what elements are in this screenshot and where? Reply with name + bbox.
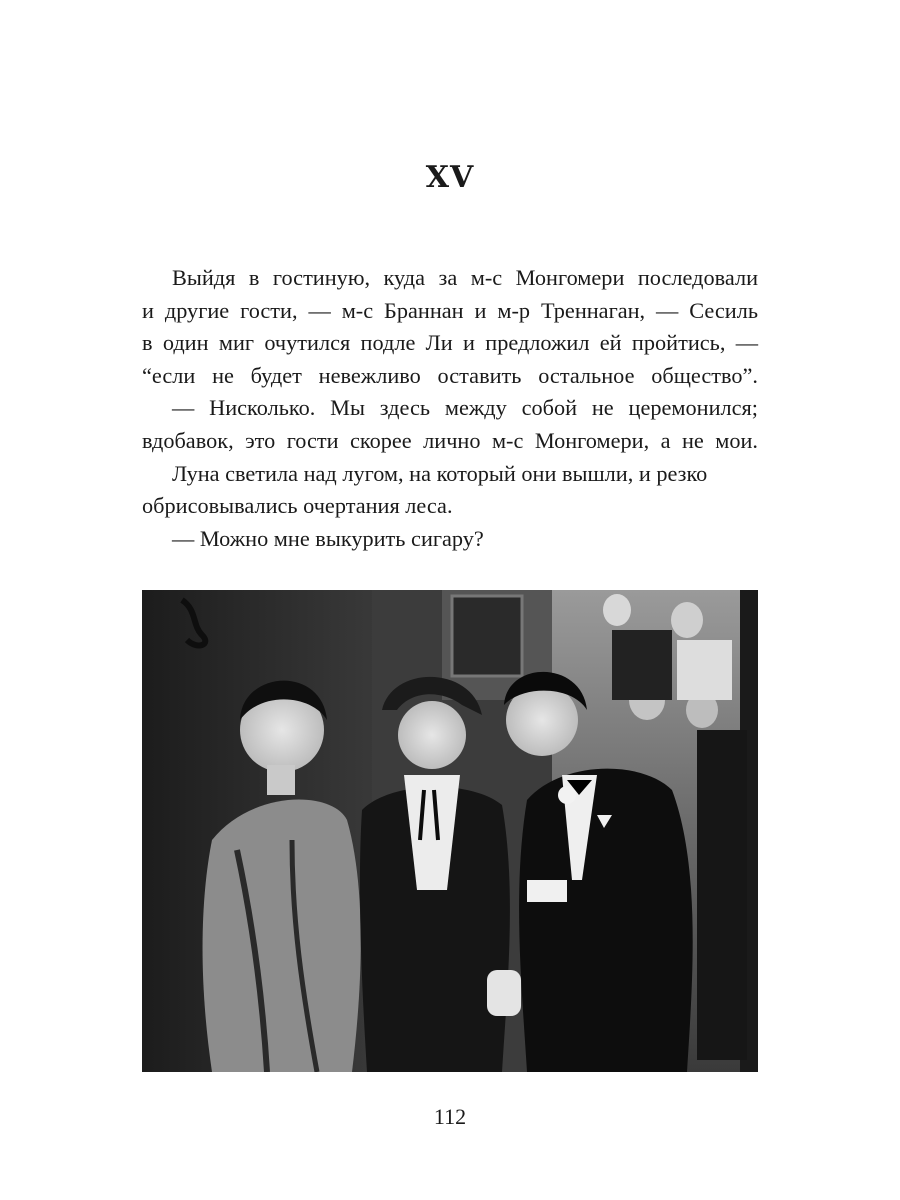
paragraph-3-line-1: Луна светила над лугом, на который они вышли, и резко [172, 460, 708, 486]
paragraph-1-line-2: и другие гости, — м-с Браннан и м-р Треннаган, — Сесиль [142, 297, 758, 323]
paragraph-2 [142, 392, 758, 457]
paragraph-2-line-1: — Нисколько. Мы здесь между собой не церемонился; [172, 395, 758, 421]
paragraph-3-line-2: обрисовывались очертания леса. [142, 493, 453, 519]
paragraph-4-line-1: — Можно мне выкурить сигару? [172, 525, 484, 551]
paragraph-3 [142, 458, 758, 523]
paragraph-2-line-2: вдобавок, это гости скорее лично м-с Монгомери, а не мои. [142, 427, 758, 453]
chapter-title: XV [425, 160, 475, 195]
body-text [142, 262, 758, 555]
paragraph-1-line-4: “если не будет невежливо оставить остальное общество”. [142, 362, 758, 388]
paragraph-4 [142, 523, 758, 556]
film-still-illustration [142, 590, 758, 1072]
paragraph-1-line-1: Выйдя в гостиную, куда за м-с Монгомери последовали [172, 265, 758, 290]
page-number: 112 [433, 1104, 467, 1129]
paragraph-1 [142, 262, 758, 392]
film-still-drawing [142, 590, 758, 1072]
paragraph-1-line-3: в один миг очутился подле Ли и предложил ей пройтись, — [142, 330, 758, 356]
